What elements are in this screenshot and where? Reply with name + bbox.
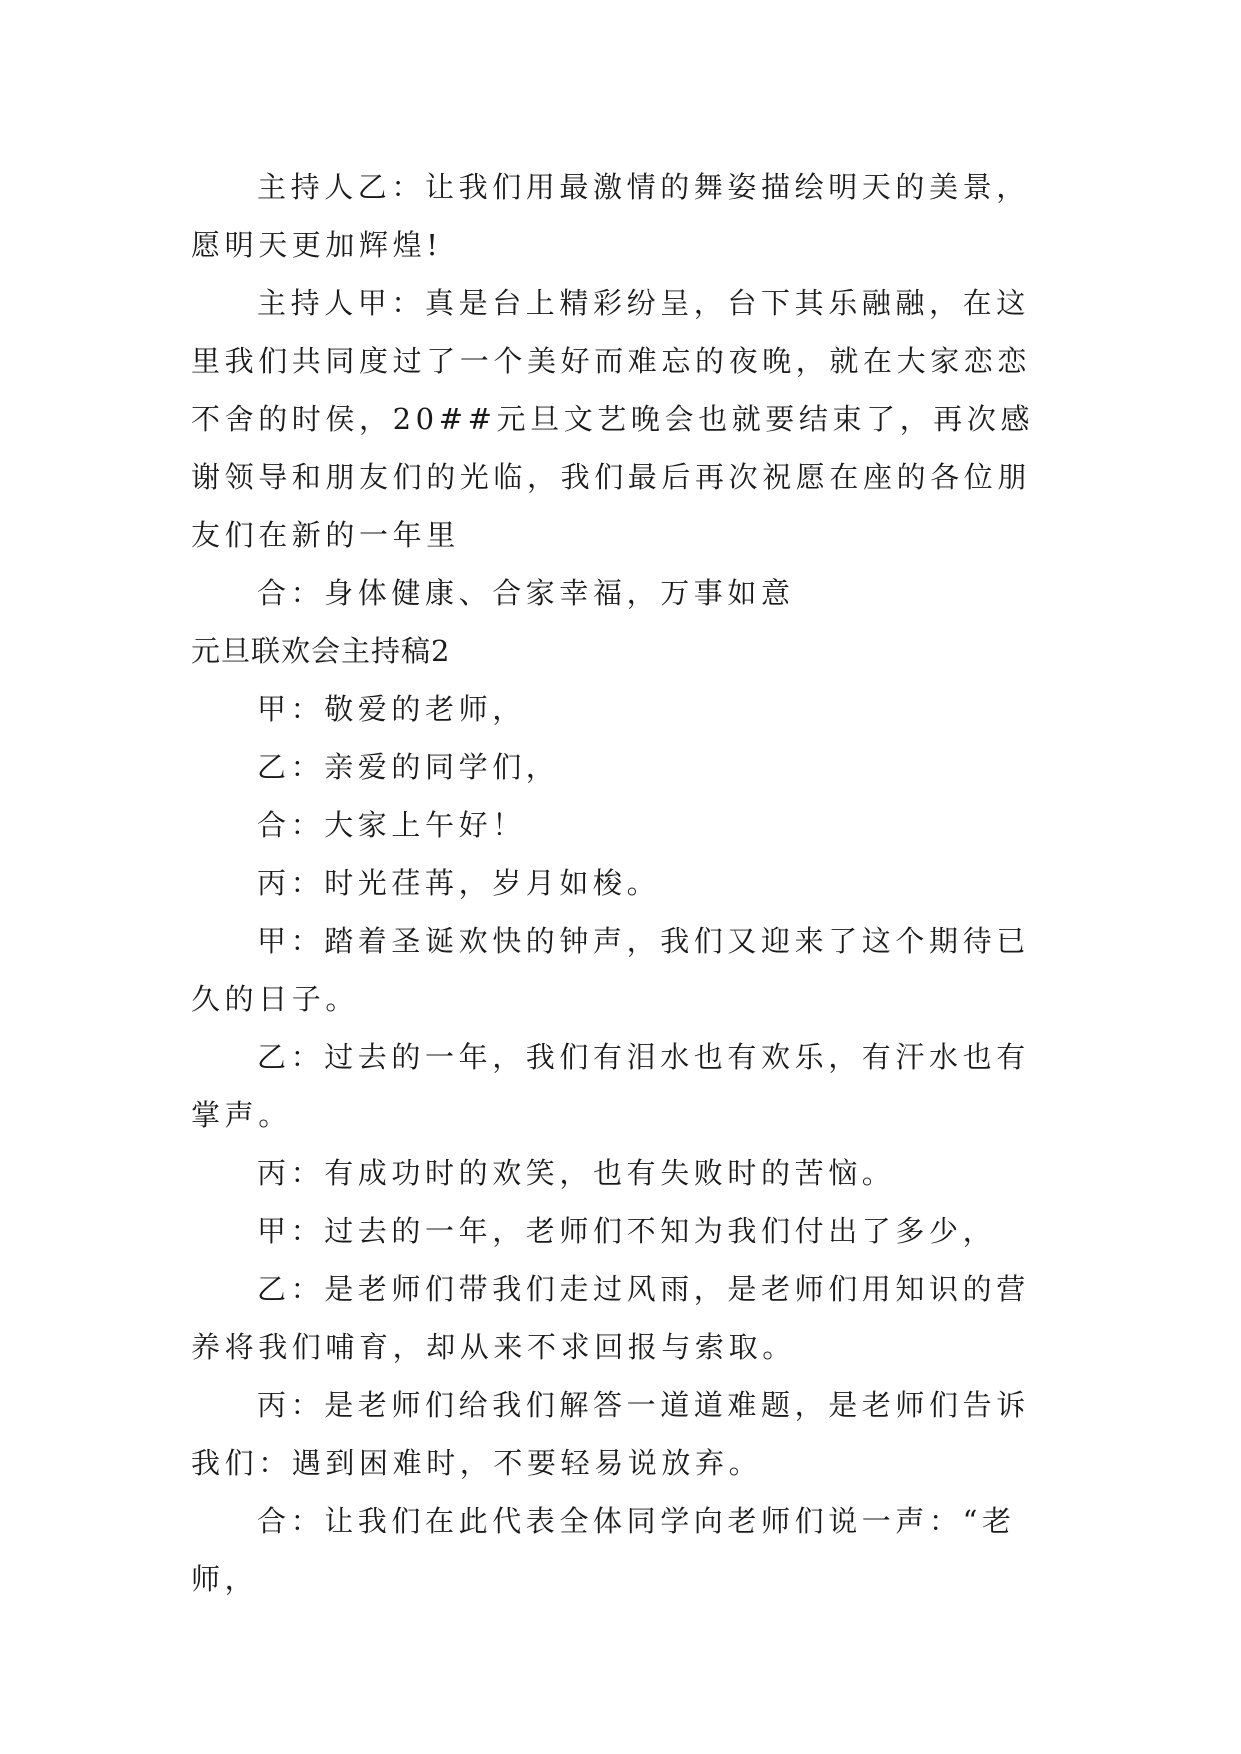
paragraph-c-success: 丙：有成功时的欢笑，也有失败时的苦恼。 (257, 1156, 896, 1190)
paragraph-c-teachers-answer: 丙：是老师们给我们解答一道道难题，是老师们告诉我们：遇到困难时，不要轻易说放弃。 (191, 1388, 1030, 1480)
paragraph-host-b-closing: 主持人乙：让我们用最激情的舞姿描绘明天的美景，愿明天更加辉煌! (191, 170, 1030, 262)
paragraph-b-teachers-nurture: 乙：是老师们带我们走过风雨，是老师们用知识的营养将我们哺育，却从来不求回报与索取。 (191, 1272, 1030, 1364)
paragraph-a-teachers-gave: 甲：过去的一年，老师们不知为我们付出了多少， (257, 1214, 997, 1248)
paragraph-a-teachers: 甲：敬爱的老师， (257, 692, 526, 726)
paragraph-together-thanks: 合：让我们在此代表全体同学向老师们说一声：“老师， (191, 1504, 1016, 1596)
paragraph-b-past-year: 乙：过去的一年，我们有泪水也有欢乐，有汗水也有掌声。 (191, 1040, 1030, 1132)
paragraph-c-time: 丙：时光荏苒，岁月如梭。 (257, 866, 661, 900)
paragraph-a-bells: 甲：踏着圣诞欢快的钟声，我们又迎来了这个期待已久的日子。 (191, 924, 1030, 1016)
paragraph-together-greeting: 合：大家上午好！ (257, 808, 526, 842)
paragraph-b-classmates: 乙：亲爱的同学们， (257, 750, 560, 784)
document-body (191, 158, 1061, 1608)
paragraph-together-wishes: 合：身体健康、合家幸福，万事如意 (257, 576, 795, 610)
section-heading: 元旦联欢会主持稿2 (191, 634, 451, 668)
paragraph-host-a-closing: 主持人甲：真是台上精彩纷呈，台下其乐融融，在这里我们共同度过了一个美好而难忘的夜晚，就在大家恋恋不舍的时侯，20##元旦文艺晚会也就要结束了，再次感谢领导和朋友们的光临，我们最后再次祝愿在座的各位朋友们在新的一年里 (191, 286, 1035, 552)
